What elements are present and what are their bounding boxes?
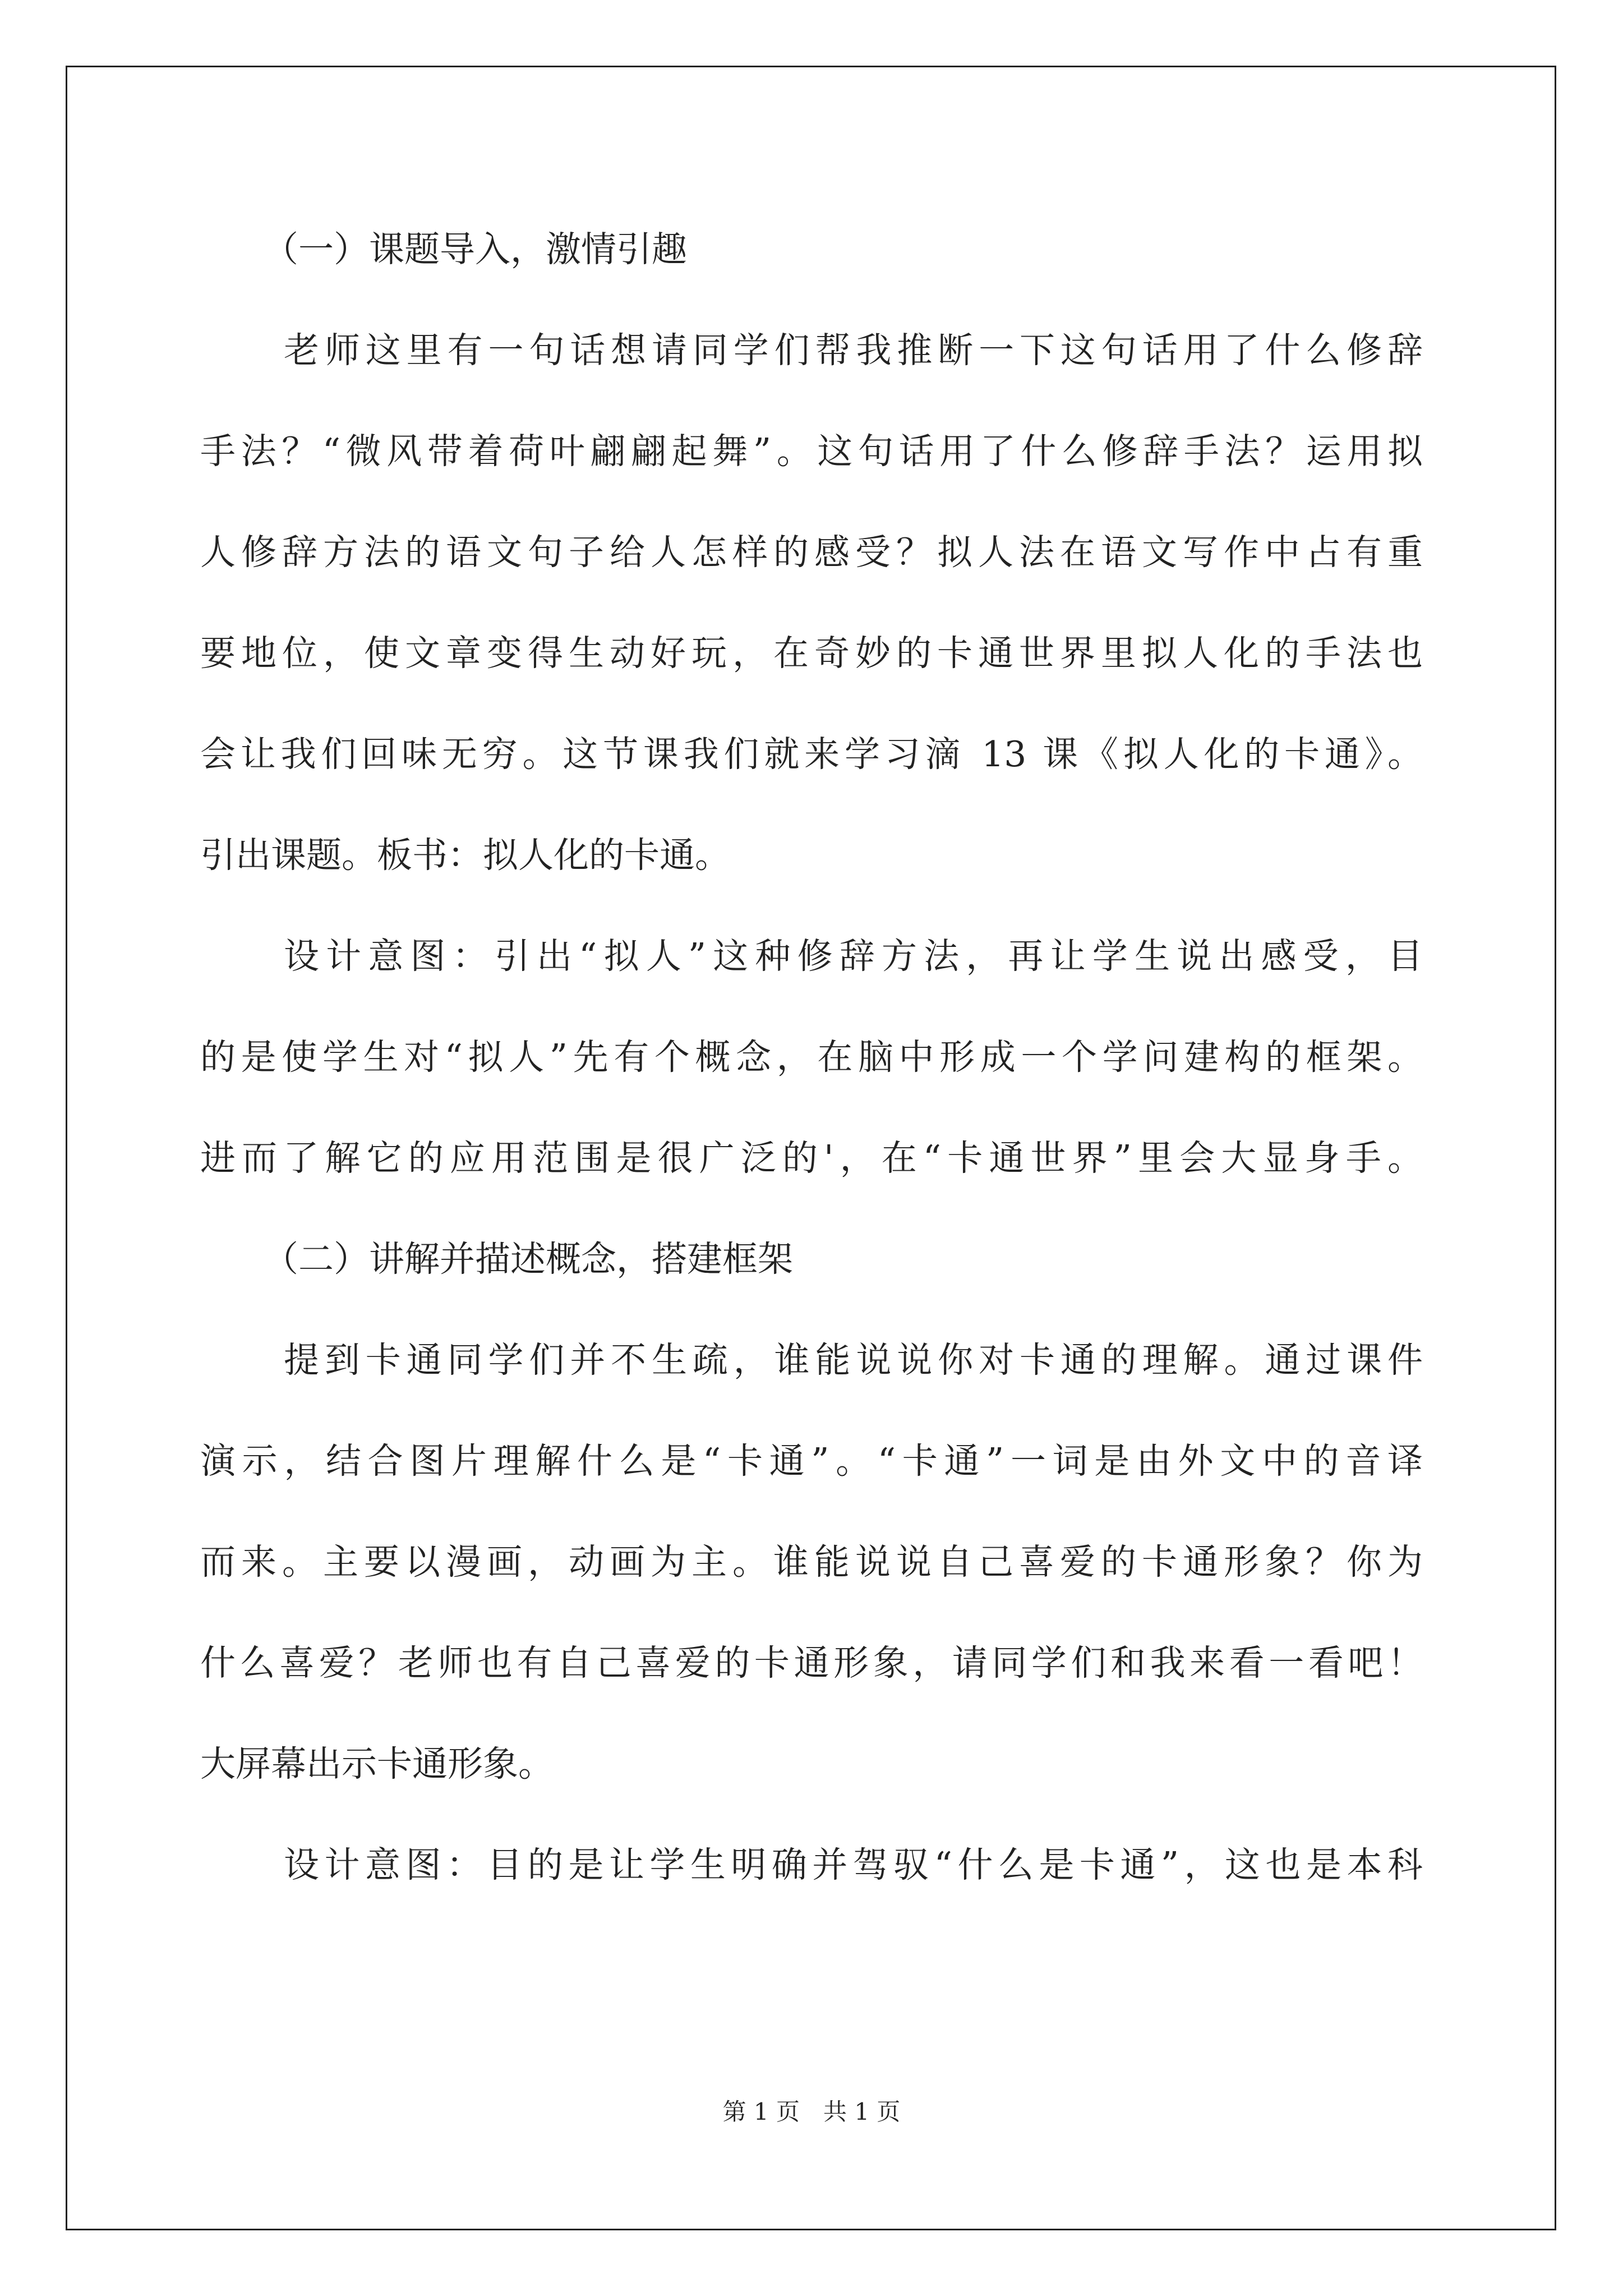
paragraph-line: 大屏幕出示卡通形象。 [200,1743,554,1784]
paragraph-line: 人修辞方法的语文句子给人怎样的感受？拟人法在语文写作中占有重 [200,532,1423,573]
paragraph-line: 要地位，使文章变得生动好玩，在奇妙的卡通世界里拟人化的手法也 [200,633,1423,674]
paragraph-line: 而来。主要以漫画，动画为主。谁能说说自己喜爱的卡通形象？你为 [200,1542,1423,1582]
paragraph-line: 什么喜爱？老师也有自己喜爱的卡通形象，请同学们和我来看一看吧！ [200,1642,1423,1683]
paragraph-line: 手法？“微风带着荷叶翩翩起舞”。这句话用了什么修辞手法？运用拟 [200,431,1423,472]
paragraph-line: 进而了解它的应用范围是很广泛的'，在“卡通世界”里会大显身手。 [200,1138,1423,1179]
paragraph-line: 设计意图：引出“拟人”这种修辞方法，再让学生说出感受，目 [284,936,1423,977]
paragraph-line: 会让我们回味无穷。这节课我们就来学习滴 13 课《拟人化的卡通》。 [200,734,1423,775]
section-heading-2: （二）讲解并描述概念，搭建框架 [263,1239,793,1280]
section-heading-1: （一）课题导入，激情引趣 [263,229,687,270]
paragraph-line: 老师这里有一句话想请同学们帮我推断一下这句话用了什么修辞 [284,330,1423,371]
paragraph-line: 的是使学生对“拟人”先有个概念，在脑中形成一个学问建构的框架。 [200,1037,1423,1078]
page-footer: 第 1 页 共 1 页 [722,2098,901,2125]
paragraph-line: 提到卡通同学们并不生疏，谁能说说你对卡通的理解。通过课件 [284,1340,1423,1381]
paragraph-line: 设计意图：目的是让学生明确并驾驭“什么是卡通”，这也是本科 [284,1844,1423,1885]
paragraph-line: 演示，结合图片理解什么是“卡通”。“卡通”一词是由外文中的音译 [200,1441,1423,1481]
paragraph-line: 引出课题。板书：拟人化的卡通。 [200,835,730,876]
